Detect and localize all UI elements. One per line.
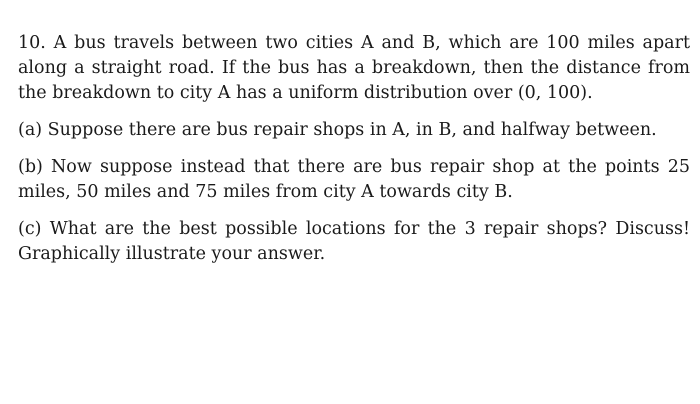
intro-line: the breakdown to city A has a uniform distribution over (0, 100). xyxy=(18,83,593,103)
part-b xyxy=(18,155,690,205)
problem-document xyxy=(18,31,690,267)
part-a-line: (a) Suppose there are bus repair shops in A, in B, and halfway between. xyxy=(18,120,657,140)
part-b-line: (b) Now suppose instead that there are bus repair shop at the points 25 xyxy=(18,157,690,177)
problem-intro xyxy=(18,31,690,106)
part-c-line: (c) What are the best possible locations for the 3 repair shops? Discuss! xyxy=(18,219,690,239)
part-c-line: Graphically illustrate your answer. xyxy=(18,244,326,264)
intro-line: 10. A bus travels between two cities A and B, which are 100 miles apart xyxy=(18,33,690,53)
part-b-line: miles, 50 miles and 75 miles from city A towards city B. xyxy=(18,182,513,202)
intro-line: along a straight road. If the bus has a breakdown, then the distance from xyxy=(18,58,690,78)
part-c xyxy=(18,217,690,267)
part-a xyxy=(18,118,690,143)
